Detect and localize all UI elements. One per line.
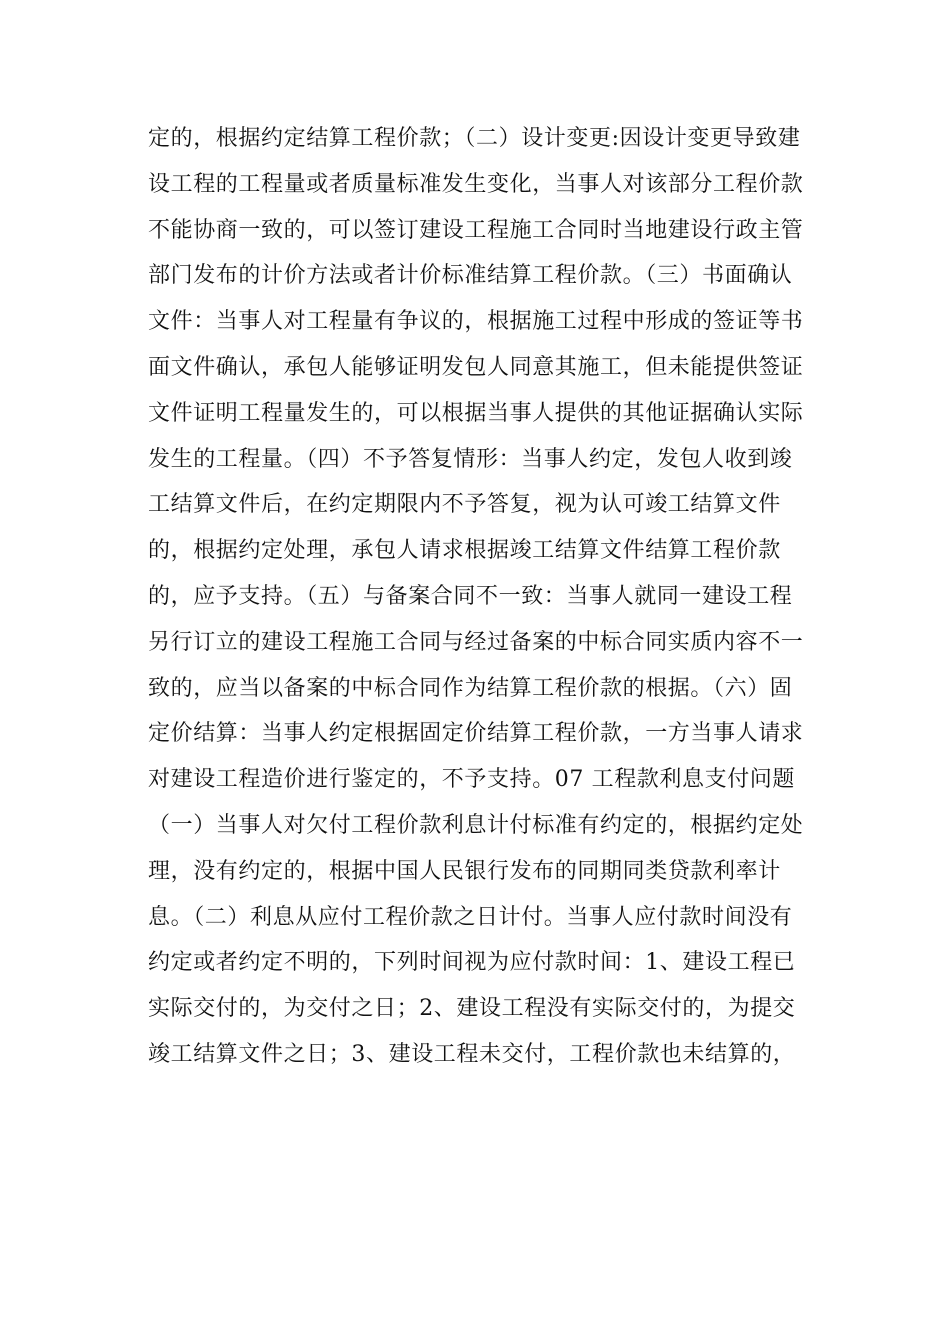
- text-line: 定价结算：当事人约定根据固定价结算工程价款，一方当事人请求: [148, 721, 804, 747]
- text-line: 部门发布的计价方法或者计价标准结算工程价款。（三）书面确认: [148, 263, 793, 289]
- text-line: 设工程的工程量或者质量标准发生变化，当事人对该部分工程价款: [148, 171, 804, 197]
- text-line: 文件证明工程量发生的，可以根据当事人提供的其他证据确认实际: [148, 400, 804, 426]
- text-line: 致的，应当以备案的中标合同作为结算工程价款的根据。（六）固: [148, 675, 793, 701]
- text-line: 的，应予支持。（五）与备案合同不一致：当事人就同一建设工程: [148, 583, 793, 609]
- text-line: 定的，根据约定结算工程价款；（二）设计变更:因设计变更导致建: [148, 126, 801, 151]
- text-line: 的，根据约定处理，承包人请求根据竣工结算文件结算工程价款: [148, 538, 781, 564]
- text-line: 约定或者约定不明的，下列时间视为应付款时间：1、建设工程已: [148, 950, 796, 976]
- text-line: 对建设工程造价进行鉴定的，不予支持。07 工程款利息支付问题: [148, 767, 795, 793]
- text-line: （一）当事人对欠付工程价款利息计付标准有约定的，根据约定处: [148, 812, 804, 838]
- text-line: 息。（二）利息从应付工程价款之日计付。当事人应付款时间没有: [148, 904, 793, 930]
- text-line: 实际交付的，为交付之日；2、建设工程没有实际交付的，为提交: [148, 996, 796, 1022]
- text-line: 面文件确认，承包人能够证明发包人同意其施工，但未能提供签证: [148, 354, 804, 380]
- body-text: [148, 116, 808, 1078]
- text-line: 发生的工程量。（四）不予答复情形：当事人约定，发包人收到竣: [148, 446, 793, 472]
- text-line: 文件：当事人对工程量有争议的，根据施工过程中形成的签证等书: [148, 309, 804, 335]
- text-line: 竣工结算文件之日；3、建设工程未交付，工程价款也未结算的，: [148, 1041, 796, 1067]
- text-line: 另行订立的建设工程施工合同与经过备案的中标合同实质内容不一: [148, 629, 804, 655]
- text-line: 理，没有约定的，根据中国人民银行发布的同期同类贷款利率计: [148, 858, 781, 884]
- text-line: 工结算文件后，在约定期限内不予答复，视为认可竣工结算文件: [148, 492, 781, 518]
- text-line: 不能协商一致的，可以签订建设工程施工合同时当地建设行政主管: [148, 217, 804, 243]
